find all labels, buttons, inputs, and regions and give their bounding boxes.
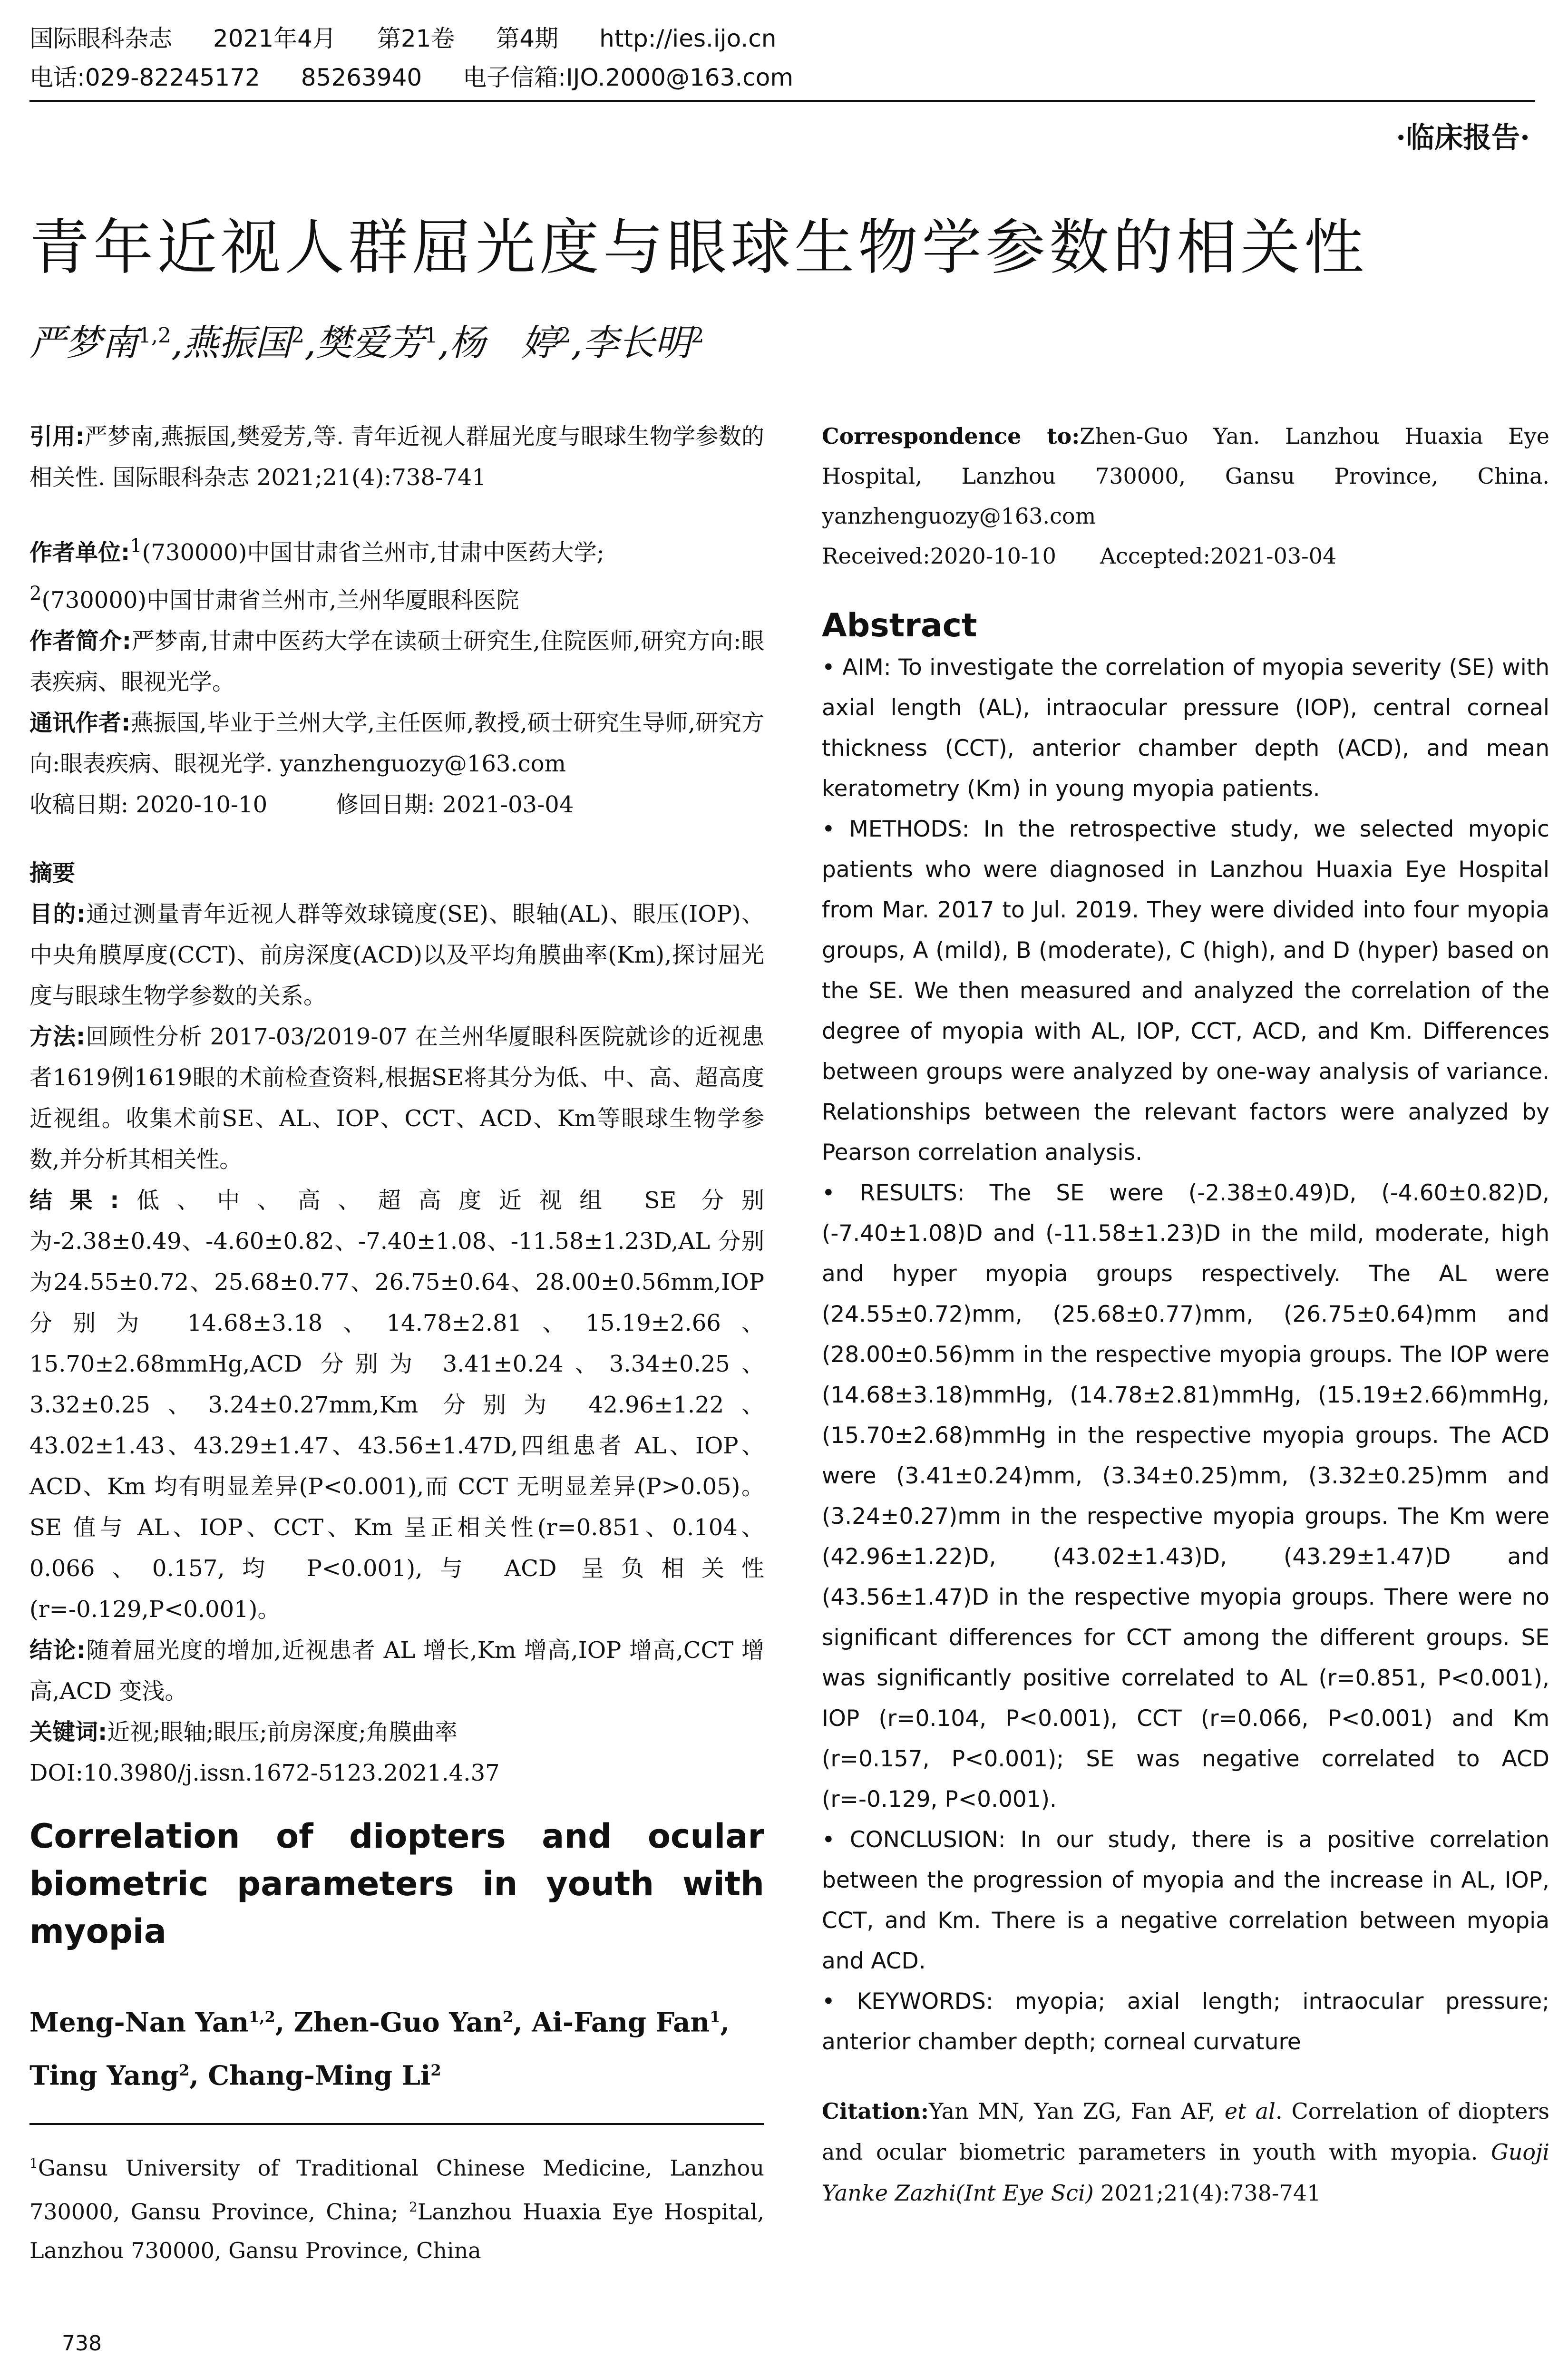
author-5: ,李长明: [571, 321, 691, 364]
unit-2: (730000)中国甘肃省兰州市,兰州华厦眼科医院: [41, 587, 519, 614]
author-1-affil: 1,2: [138, 323, 171, 348]
conclusion-zh-text: 随着屈光度的增加,近视患者 AL 增长,Km 增高,IOP 增高,CCT 增高,ACD 变浅。: [29, 1637, 764, 1705]
issue-number: 第4期: [496, 25, 559, 52]
unit-sup-1: 1: [130, 535, 142, 557]
affiliation-rule: [29, 2123, 764, 2125]
corresponding-author: [29, 702, 764, 784]
author-3: ,樊爱芳: [304, 321, 425, 364]
affil-sup-2: 2: [409, 2199, 418, 2215]
citation-en-journal: Guoji Yanke Zazhi(Int Eye Sci): [822, 2139, 1549, 2206]
aim-zh-label: 目的:: [29, 901, 86, 927]
keywords-zh: [29, 1712, 764, 1753]
author-list: [29, 314, 704, 366]
en-author-2-affil: 2: [502, 2008, 514, 2026]
affil-1: Gansu University of Traditional Chinese Medicine, Lanzhou 730000, Gansu Province, China;: [29, 2155, 764, 2224]
volume: 第21卷: [377, 25, 455, 52]
article-title: 青年近视人群屈光度与眼球生物学参数的相关性: [29, 213, 1368, 283]
author-bio-text: 严梦南,甘肃中医药大学在读硕士研究生,住院医师,研究方向:眼表疾病、眼视光学。: [29, 628, 765, 695]
citation-zh: [29, 416, 764, 498]
citation-zh-label: 引用:: [29, 423, 85, 450]
en-author-5: , Chang-Ming Li: [189, 2060, 431, 2092]
citation-en-etal: et al: [1224, 2098, 1276, 2124]
page-number: 738: [62, 2331, 102, 2356]
author-4: ,杨 婷: [438, 321, 558, 364]
corresponding-author-text: 燕振国,毕业于兰州大学,主任医师,教授,硕士研究生导师,研究方向:眼表疾病、眼视光学. yanzhenguozy@163.com: [29, 710, 765, 777]
english-affiliations: [29, 2144, 764, 2270]
journal-url[interactable]: http://ies.ijo.cn: [599, 25, 777, 52]
author-2: ,燕振国: [171, 321, 292, 364]
affil-sup-1: 1: [29, 2155, 38, 2172]
abstract-heading-en: Abstract: [822, 607, 977, 644]
keywords-en: • KEYWORDS: myopia; axial length; intraocular pressure; anterior chamber depth; corneal curvature: [822, 1988, 1549, 2055]
keywords-zh-text: 近视;眼轴;眼压;前房深度;角膜曲率: [107, 1719, 458, 1745]
en-author-3-affil: 1: [710, 2008, 721, 2026]
unit-sup-2: 2: [29, 583, 42, 604]
header-row-1: [29, 19, 1535, 58]
methods-zh: [29, 1016, 764, 1180]
citation-en-label: Citation:: [822, 2098, 929, 2124]
en-author-4: , Ting Yang: [29, 2007, 730, 2092]
doi[interactable]: DOI:10.3980/j.issn.1672-5123.2021.4.37: [29, 1760, 500, 1786]
affil-2: Lanzhou Huaxia Eye Hospital, Lanzhou 730000, Gansu Province, China: [29, 2198, 765, 2263]
methods-zh-label: 方法:: [29, 1023, 86, 1050]
author-units: [29, 526, 764, 621]
en-author-5-affil: 2: [430, 2061, 441, 2079]
citation-en-part-1: Yan MN, Yan ZG, Fan AF,: [928, 2098, 1225, 2124]
journal-header: [29, 19, 1535, 97]
journal-email: 电子信箱:IJO.2000@163.com: [463, 64, 794, 91]
aim-en: • AIM: To investigate the correlation of myopia severity (SE) with axial length (AL), intraocular pressure (IOP), central corneal thickness (CCT), anterior chamber depth (ACD), and mean keratometry (Km) in young myopia patients.: [822, 654, 1549, 802]
correspondence-block: [822, 416, 1549, 576]
header-rule: [29, 100, 1535, 102]
chinese-front-matter: [29, 416, 764, 1793]
author-2-affil: 2: [291, 323, 305, 348]
en-author-1-affil: 1,2: [249, 2008, 275, 2026]
methods-en: • METHODS: In the retrospective study, we selected myopic patients who were diagnosed in Lanzhou Huaxia Eye Hospital from Mar. 2017 to Jul. 2019. They were divided into four myopia groups, A (mild), B (moderate), C (high), and D (hyper) based on the SE. We then measured and analyzed the correlation of the degree of myopia with AL, IOP, CCT, ACD, and Km. Differences between groups were analyzed by one-way analysis of variance. Relationships between the relevant factors were analyzed by Pearson correlation analysis.: [822, 816, 1549, 1166]
author-bio: [29, 621, 764, 702]
author-5-affil: 2: [691, 323, 704, 348]
received-accepted: Received:2020-10-10 Accepted:2021-03-04: [822, 543, 1337, 569]
abstract-heading-zh: 摘要: [29, 860, 76, 887]
en-author-2: , Zhen-Guo Yan: [275, 2007, 503, 2038]
results-zh-text: 低、中、高、超高度近视组 SE 分别为-2.38±0.49、-4.60±0.82、-7.40±1.08、-11.58±1.23D,AL 分别为24.55±0.72、25.68±0.77、26.75±0.64、28.00±0.56mm,IOP 分别为 14.68±3.18、14.78±2.81、15.19±2.66、15.70±2.68mmHg,ACD 分别为 3.41±0.24、3.34±0.25、3.32±0.25、3.24±0.27mm,Km 分别为 42.96±1.22、43.02±1.43、43.29±1.47、43.56±1.47D,四组患者 AL、IOP、ACD、Km 均有明显差异(P<0.001),而 CCT 无明显差异(P>0.05)。SE 值与 AL、IOP、CCT、Km 呈正相关性(r=0.851、0.104、0.066、0.157,均 P<0.001),与 ACD 呈负相关性(r=-0.129,P<0.001)。: [29, 1187, 764, 1623]
unit-1: (730000)中国甘肃省兰州市,甘肃中医药大学;: [142, 539, 604, 566]
en-author-4-affil: 2: [179, 2061, 190, 2079]
author-1: 严梦南: [29, 321, 138, 364]
header-row-2: [29, 58, 1535, 97]
results-en: • RESULTS: The SE were (-2.38±0.49)D, (-4.60±0.82)D, (-7.40±1.08)D and (-11.58±1.23)D in the mild, moderate, high and hyper myopia groups respectively. The AL were (24.55±0.72)mm, (25.68±0.77)mm, (26.75±0.64)mm and (28.00±0.56)mm in the respective myopia groups. The IOP were (14.68±3.18)mmHg, (14.78±2.81)mmHg, (15.19±2.66)mmHg, (15.70±2.68)mmHg in the respective myopia groups. The ACD were (3.41±0.24)mm, (3.34±0.25)mm, (3.32±0.25)mm and (3.24±0.27)mm in the respective myopia groups. The Km were (42.96±1.22)D, (43.02±1.43)D, (43.29±1.47)D and (43.56±1.47)D in the respective myopia groups. There were no significant differences for CCT among the different groups. SE was significantly positive correlated to AL (r=0.851, P<0.001), IOP (r=0.104, P<0.001), CCT (r=0.066, P<0.001) and Km (r=0.157, P<0.001); SE was negative correlated to ACD (r=-0.129, P<0.001).: [822, 1180, 1549, 1812]
citation-en: [822, 2091, 1549, 2213]
citation-zh-text: 严梦南,燕振国,樊爱芳,等. 青年近视人群屈光度与眼球生物学参数的相关性. 国际眼科杂志 2021;21(4):738-741: [29, 423, 764, 491]
keywords-zh-label: 关键词:: [29, 1719, 107, 1745]
citation-en-part-2: . Correlation of diopters and ocular biometric parameters in youth with myopia.: [822, 2098, 1550, 2165]
en-author-1: Meng-Nan Yan: [29, 2007, 249, 2038]
correspondence-label: Correspondence to:: [822, 423, 1080, 449]
conclusion-en: • CONCLUSION: In our study, there is a positive correlation between the progression of myopia and the increase in AL, IOP, CCT, and Km. There is a negative correlation between myopia and ACD.: [822, 1827, 1549, 1974]
dates-zh: 收稿日期: 2020-10-10 修回日期: 2021-03-04: [29, 791, 574, 818]
conclusion-zh: [29, 1630, 764, 1712]
results-zh: [29, 1180, 764, 1630]
en-author-3: , Ai-Fang Fan: [513, 2007, 710, 2038]
methods-zh-text: 回顾性分析 2017-03/2019-07 在兰州华厦眼科医院就诊的近视患者1619例1619眼的术前检查资料,根据SE将其分为低、中、高、超高度近视组。收集术前SE、AL、IOP、CCT、ACD、Km等眼球生物学参数,并分析其相关性。: [29, 1023, 764, 1173]
conclusion-zh-label: 结论:: [29, 1637, 86, 1664]
english-author-list: [29, 1993, 764, 2099]
correspondence-text: Zhen-Guo Yan. Lanzhou Huaxia Eye Hospital, Lanzhou 730000, Gansu Province, China. yanzhenguozy@163.com: [822, 423, 1549, 529]
aim-zh-text: 通过测量青年近视人群等效球镜度(SE)、眼轴(AL)、眼压(IOP)、中央角膜厚度(CCT)、前房深度(ACD)以及平均角膜曲率(Km),探讨屈光度与眼球生物学参数的关系。: [29, 901, 764, 1009]
journal-name: 国际眼科杂志: [29, 25, 172, 52]
results-zh-label: 结果:: [29, 1187, 119, 1214]
phone-2: 85263940: [301, 64, 422, 91]
left-column: [29, 416, 764, 2270]
right-column: [822, 416, 1549, 2213]
author-units-label: 作者单位:: [29, 539, 130, 566]
section-label: ·临床报告·: [1396, 121, 1530, 155]
corresponding-author-label: 通讯作者:: [29, 710, 131, 736]
english-abstract: [822, 647, 1549, 2062]
aim-zh: [29, 894, 764, 1016]
author-3-affil: 1: [424, 323, 438, 348]
english-title: Correlation of diopters and ocular biometric parameters in youth with myopia: [29, 1817, 764, 1951]
phone: 电话:029-82245172: [29, 64, 260, 91]
author-bio-label: 作者简介:: [29, 628, 132, 654]
issue-date: 2021年4月: [213, 25, 336, 52]
citation-en-part-3: 2021;21(4):738-741: [1093, 2180, 1321, 2206]
author-4-affil: 2: [557, 323, 571, 348]
